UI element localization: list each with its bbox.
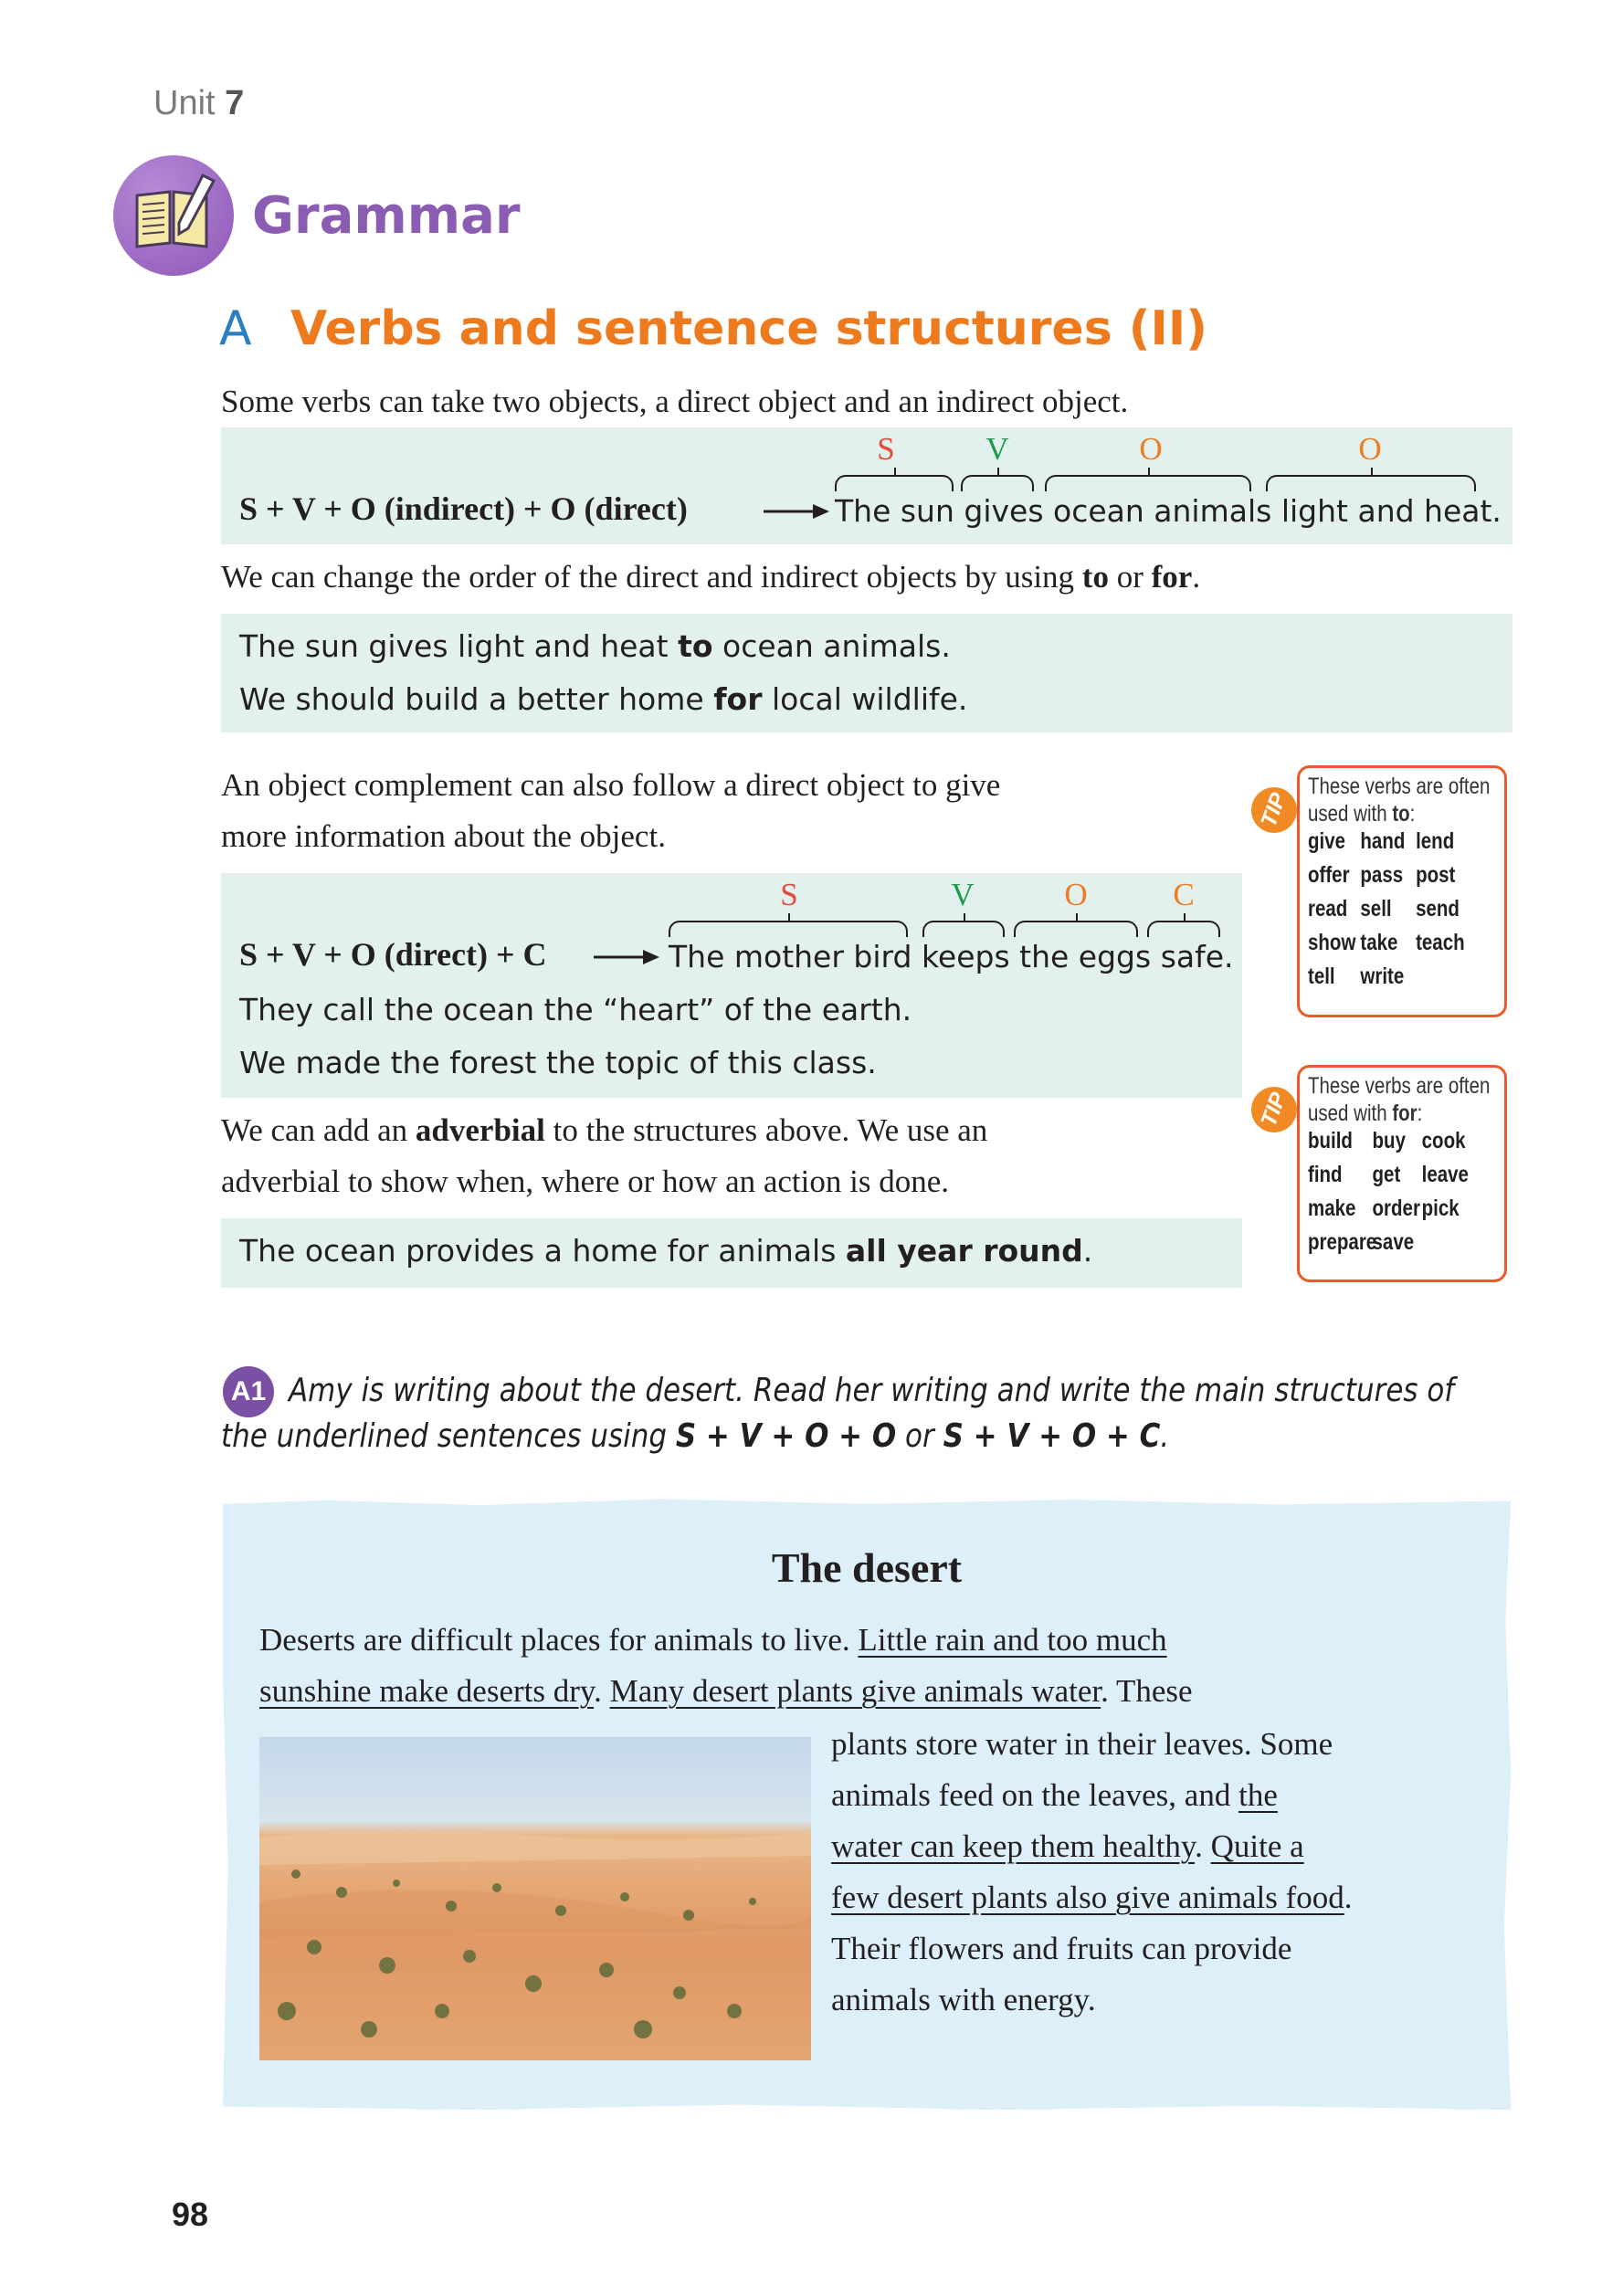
- brace: [669, 921, 908, 937]
- verb: teach: [1416, 930, 1465, 955]
- verb: offer: [1308, 862, 1350, 888]
- label-s: S: [877, 431, 895, 467]
- verb: buy: [1372, 1128, 1406, 1153]
- example-to-line: The sun gives light and heat to ocean animals.: [239, 628, 951, 664]
- tip-heading: These verbs are often: [1308, 1073, 1491, 1099]
- tip-verb-list: [1308, 827, 1502, 991]
- section-heading: Grammar: [252, 186, 521, 246]
- change-order-text: We can change the order of the direct and indirect objects by using to or for.: [221, 559, 1201, 595]
- exercise-instruction-1: Amy is writing about the desert. Read her writing and write the main structures of: [289, 1372, 1455, 1409]
- verb: sell: [1360, 896, 1392, 922]
- example-for-line: We should build a better home for local wildlife.: [239, 681, 968, 717]
- brace: [1014, 921, 1138, 937]
- tip-verb-list: [1308, 1127, 1502, 1257]
- tip-heading: used with for:: [1308, 1101, 1423, 1126]
- verb: leave: [1421, 1162, 1469, 1187]
- label-o-indirect: O: [1139, 431, 1163, 467]
- example-sentence-1: The sun gives ocean animals light and heat.: [835, 493, 1502, 529]
- verb: cook: [1421, 1128, 1466, 1153]
- brace: [961, 475, 1034, 491]
- verb: hand: [1360, 828, 1406, 854]
- formula-svoc: S + V + O (direct) + C: [239, 936, 547, 973]
- label-v: V: [985, 431, 1009, 467]
- label-o-direct: O: [1358, 431, 1382, 467]
- section-title: Verbs and sentence structures (II): [290, 301, 1207, 356]
- label-c: C: [1173, 877, 1195, 912]
- adverbial-text-2: adverbial to show when, where or how an action is done.: [221, 1164, 950, 1199]
- passage-line-2: sunshine make deserts dry. Many desert plants give animals water. These: [259, 1673, 1193, 1709]
- tip-badge: TIP: [1245, 1080, 1303, 1139]
- book-pencil-icon: [113, 155, 234, 276]
- verb: post: [1416, 862, 1456, 888]
- exercise-badge: A1: [223, 1366, 274, 1417]
- verb: lend: [1416, 828, 1455, 854]
- example-sentence-3: The mother bird keeps the eggs safe.: [669, 939, 1234, 974]
- verb: send: [1416, 896, 1460, 922]
- passage-title: The desert: [771, 1544, 963, 1591]
- brace: [835, 475, 954, 491]
- complement-text-2: more information about the object.: [221, 818, 666, 854]
- passage-line-4: animals feed on the leaves, and the: [831, 1777, 1278, 1813]
- verb: read: [1308, 896, 1348, 922]
- passage-line-1: Deserts are difficult places for animals to live. Little rain and too much: [259, 1622, 1167, 1658]
- verb: make: [1308, 1195, 1356, 1221]
- desert-photo: [259, 1737, 811, 2060]
- label-o: O: [1064, 877, 1088, 912]
- verb: give: [1308, 828, 1346, 854]
- verb: write: [1360, 964, 1405, 989]
- brace: [1045, 475, 1251, 491]
- passage-line-7: Their flowers and fruits can provide: [831, 1931, 1292, 1966]
- example-forest-line: We made the forest the topic of this class.: [239, 1045, 877, 1080]
- label-v: V: [951, 877, 975, 912]
- passage-line-3: plants store water in their leaves. Some: [831, 1726, 1333, 1762]
- unit-label: Unit 7: [153, 84, 245, 122]
- verb: get: [1372, 1162, 1401, 1187]
- verb: save: [1372, 1229, 1415, 1255]
- brace: [1147, 921, 1220, 937]
- verb: order: [1372, 1195, 1420, 1221]
- exercise-instruction-2: the underlined sentences using S + V + O + O or S + V + O + C.: [221, 1417, 1170, 1455]
- verb: take: [1360, 930, 1398, 955]
- verb: build: [1308, 1128, 1353, 1153]
- example-adverbial-line: The ocean provides a home for animals all year round.: [239, 1233, 1093, 1269]
- verb: tell: [1308, 964, 1335, 989]
- grammar-badge: [113, 155, 234, 276]
- tip-to-content: [1308, 773, 1545, 991]
- page-number: 98: [172, 2196, 209, 2233]
- brace: [922, 921, 1005, 937]
- example-heart-line: They call the ocean the “heart” of the earth.: [239, 992, 912, 1027]
- desert-photo-illustration: [259, 1737, 811, 2060]
- passage-line-8: animals with energy.: [831, 1982, 1096, 2017]
- verb: prepare: [1308, 1229, 1377, 1255]
- complement-text-1: An object complement can also follow a direct object to give: [221, 767, 1001, 803]
- arrow-right-icon: [594, 946, 659, 968]
- tip-for-content: [1308, 1072, 1545, 1257]
- passage-line-5: water can keep them healthy. Quite a: [831, 1828, 1304, 1864]
- arrow-right-icon: [764, 500, 829, 522]
- label-s: S: [780, 877, 798, 912]
- verb: pass: [1360, 862, 1404, 888]
- adverbial-text-1: We can add an adverbial to the structures above. We use an: [221, 1112, 988, 1148]
- tip-heading: These verbs are often: [1308, 774, 1491, 799]
- formula-svoo: S + V + O (indirect) + O (direct): [239, 490, 688, 527]
- brace: [1266, 475, 1476, 491]
- verb: find: [1308, 1162, 1343, 1187]
- verb: show: [1308, 930, 1356, 955]
- section-letter: A: [219, 301, 252, 356]
- tip-badge: TIP: [1245, 781, 1303, 839]
- tip-heading: used with to:: [1308, 801, 1416, 827]
- intro-text: Some verbs can take two objects, a direct object and an indirect object.: [221, 384, 1129, 419]
- passage-line-6: few desert plants also give animals food.: [831, 1880, 1353, 1915]
- verb: pick: [1421, 1195, 1460, 1221]
